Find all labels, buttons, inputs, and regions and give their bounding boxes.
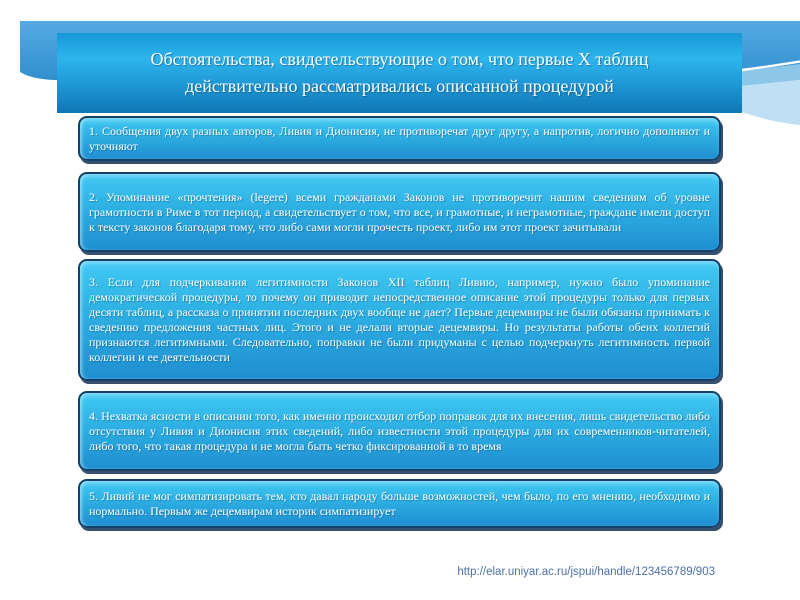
wave-light-shape: [742, 80, 800, 125]
title-box: [57, 33, 742, 113]
point-box-1: [78, 116, 721, 161]
point-text-5: 5. Ливий не мог симпатизировать тем, кто давал народу больше возможностей, чем было, по его мнению, необходимо и нормально. Первым же децемвирам историк симпатизирует: [89, 488, 710, 518]
footer-link[interactable]: http://elar.uniyar.ac.ru/jspui/handle/123456789/903: [457, 566, 715, 578]
point-text-3: 3. Если для подчеркивания легитимности Законов XII таблиц Ливию, например, нужно было упоминание демократической процедуры, то почему он приводит непосредственное описание этой процедуры только для первых десяти таблиц, а рассказа о принятии последних двух вообще не дает? Первые децемвиры не были обязаны принимать к сведению предложения частных лиц. Этого и не делали вторые децемвиры. Но результаты работы обеих коллегий признаются легитимными. Следовательно, поправки не были придуманы с целью подчеркнуть легитимность первой коллегии и ее деятельности: [89, 275, 710, 364]
point-box-3: [78, 259, 721, 381]
point-text-2: 2. Упоминание «прочтения» (legere) всеми гражданами Законов не противоречит нашим сведениям об уровне грамотности в Риме в тот период, а свидетельствует о том, что все, и грамотные, и неграмотные, граждане имели доступ к тексту законов благодаря тому, что либо сами могли прочесть проект, либо им этот проект зачитывали: [89, 189, 710, 234]
point-text-4: 4. Нехватка ясности в описании того, как именно происходил отбор поправок для их внесения, лишь свидетельство либо отсутствия у Ливия и Дионисия этих сведений, либо известности этой процедуры для их современников-читателей, либо того, что такая процедура и не могла быть четко фиксированной в то время: [89, 408, 710, 453]
point-box-4: [78, 391, 721, 471]
point-box-2: [78, 172, 721, 252]
slide-title-line1: Обстоятельства, свидетельствующие о том, что первые X таблиц: [150, 49, 649, 69]
point-box-5: [78, 479, 721, 528]
slide-title-line2: действительно рассматривались описанной процедурой: [185, 76, 614, 96]
point-text-1: 1. Сообщения двух разных авторов, Ливия и Дионисия, не противоречат друг другу, а напротив, логично дополняют и уточняют: [89, 123, 710, 153]
